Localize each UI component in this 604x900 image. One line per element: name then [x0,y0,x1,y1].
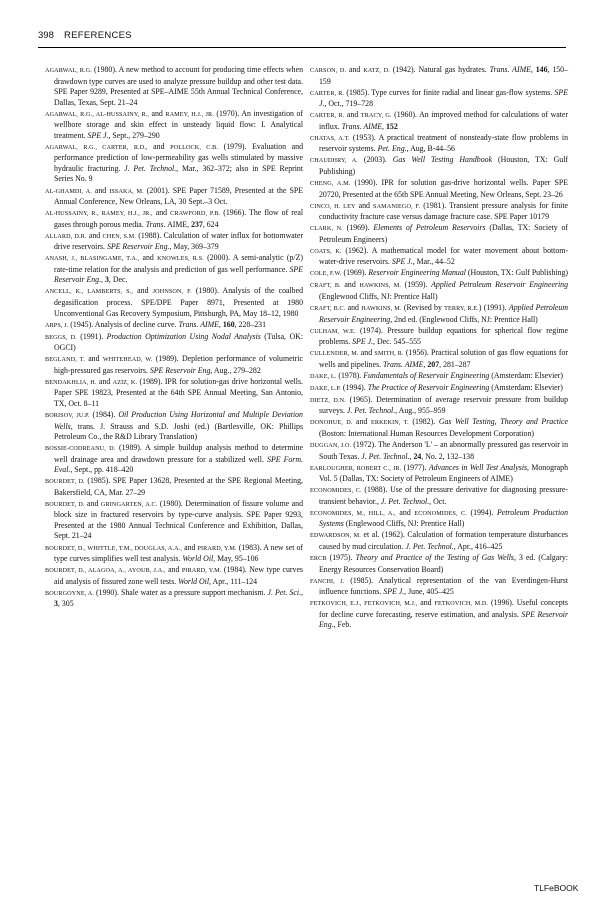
reference-text: Sept., pp. 418–420 [72,465,134,475]
reference-author: AGARWAL, R.G., AL-HUSSAINY, R., [45,110,149,118]
reference-entry [310,576,568,598]
reference-text: (1959). [401,280,432,290]
reference-author: ECONOMIDES, M., HILL, A., [310,509,396,517]
reference-volume: 152 [386,121,398,131]
reference-volume: 160 [222,319,235,329]
reference-text: (1953). A practical treatment of nonsteady-state flow problems in reservoir systems. [319,132,568,154]
reference-entry [310,201,568,223]
reference-text: Aug., 279–282 [212,365,261,375]
reference-title-italic: Elements of Petroleum Reservoirs [373,223,486,233]
reference-text: (1980). Analysis of the coalbed degasification process. SPE/DPE Paper 8971, Presented at 1980 Unconventional Gas Recovery Symposium, Pittsburgh, PA, May 18–12, 1980 [54,286,304,318]
reference-text: (1969). [341,268,369,278]
reference-author: COATS, K. [310,247,342,255]
reference-title-italic: Production Optimization Using Nodal Analysis [106,331,261,341]
reference-text: , No. 2, 132–138 [421,451,475,461]
reference-author: JOHNSON, F. [152,288,192,296]
reference-text: , 624 [202,219,219,229]
reference-text: ) (1991). [478,302,509,312]
reference-author: CULHAM, W.E. [310,327,356,335]
reference-text: 3 ed. (Calgary: Energy Resources Conservation Board) [319,553,568,574]
reference-title-italic: Gas Well Testing Handbook [392,155,493,165]
reference-entry [45,208,303,230]
reference-text: (1994). [466,507,497,517]
reference-title-italic: Applied Petroleum Reservoir Engineering, [319,302,568,324]
reference-text: (1994). [340,382,368,392]
reference-text: (1960). An improved method for calculations of water influx. [319,110,569,131]
reference-text: (Boston: International Human Resources Development Corporation) [319,429,534,438]
reference-author: GRINGARTEN, A.C. [100,500,158,508]
reference-title-italic: The Practice of Reservoir Engineering [367,382,490,392]
reference-text: (Houston, TX: Gulf Publishing) [319,155,569,176]
reference-title-italic: Gas Well Testing, Theory and Practice [438,417,568,427]
reference-title-italic: Trans. AIME, [383,359,426,369]
reference-entry [310,530,568,552]
reference-title-italic: SPE Reservoir Eng., [319,609,568,630]
reference-title-italic: J. Pet. Technol., [346,406,398,416]
reference-author: POLLOCK, C.B. [170,143,219,151]
reference-entry [310,268,568,280]
reference-text: and [96,376,113,386]
reference-text: (1962). A mathematical model for water movement about bottom-water-drive reservoirs. [319,245,568,267]
reference-author: CARSON, D. [310,67,347,74]
reference-text: (Amsterdam: Elsevier) [489,370,563,380]
reference-text: and [344,110,361,120]
reference-author: BEGGS, D. [45,333,77,341]
reference-text: (1983). A new set of type curves simplifies well test analysis. [54,542,303,564]
reference-author: AGARWAL, R.G. [45,67,92,74]
reference-author: CHAUDHRY, A. [310,157,358,165]
reference-text: (2000). A semi-analytic (p/Z) rate-time relation for the analysis and prediction of gas well performance. [54,253,304,274]
reference-entry [45,332,303,354]
reference-text: and [165,565,182,575]
reference-author: BOURDET, D., ALAGOA, A., AYOUB, J.A., [45,567,166,575]
reference-entry [45,109,303,142]
reference-entry [45,286,303,319]
reference-title-italic: SPE J., [319,87,568,109]
reference-title-italic: J. Pet. Technol., [405,541,456,551]
reference-text: (1988). Use of the pressure derivative for diagnosing pressure-transient behavior., [319,485,568,506]
reference-text: (1975). [326,553,356,563]
reference-text: and [152,208,171,218]
reference-text: (1979). Evaluation and performance prediction of low-permeability gas wells stimulated by massive hydraulic fracturing. [54,141,303,173]
reference-text: and [84,498,101,508]
reference-entry [310,508,568,530]
reference-author: SAMANIEGO, F. [373,202,421,210]
reference-text: and [346,65,364,74]
reference-text: (1974). Pressure buildup equations for spherical flow regime problems. [319,325,568,347]
reference-entry [45,588,303,610]
reference-title-italic: Reservoir Engineering Manual [368,268,466,278]
reference-title-italic: J. Pet. Technol., [361,451,412,461]
reference-author: ECONOMIDES, C. [414,509,467,517]
running-title: REFERENCES [64,30,132,41]
reference-author: TERRY, R.E. [444,304,479,312]
reference-author: CLARK, N. [310,225,343,233]
reference-entry [310,371,568,383]
reference-text: May, 369–379 [171,242,219,252]
reference-text: (Tulsa, OK: OGCI) [54,331,303,353]
reference-text: (1985). Analytical representation of the van Everdingen-Hurst influence functions. [319,575,568,597]
reference-text: 2nd ed. (Englewood Cliffs, NJ: Prentice Hall) [392,314,538,324]
reference-text: (Revised by [401,302,445,312]
reference-text: Feb. [335,620,352,630]
reference-text: (1969). [342,223,374,233]
reference-author: DAKE, L.P. [310,384,341,392]
reference-entry [45,354,303,376]
reference-text: et al. (1962). Calculation of formation temperature disturbances caused by mud circulation. [319,530,568,551]
reference-entry [310,326,568,348]
reference-text: (1965). Determination of average reservoir pressure from buildup surveys. [319,394,568,416]
reference-entry [310,383,568,395]
reference-entry [310,155,568,177]
reference-author: ANCELL, K., LAMBERTS, S., [45,288,133,296]
reference-text: , 305 [57,599,74,609]
reference-title-italic: SPE J., [391,257,415,267]
reference-author: FETKOVICH, E.J., FETKOVICH, M.J., [310,600,418,608]
reference-author: CRAFT, B. [310,282,341,290]
reference-entry [310,598,568,631]
reference-entry [45,499,303,542]
reference-text: and [139,253,158,263]
page-number: 398 [38,30,54,41]
reference-text: June, 405–425 [406,587,454,597]
reference-title-italic: SPE J., [383,587,407,597]
reference-title-italic: SPE Reservoir Eng, [149,365,213,375]
reference-author: HAWKINS, M. [361,304,402,312]
reference-author: ECONOMIDES, C. [310,487,362,495]
reference-text: trans. J. Strauss and S.D. Joshi (ed.) (Bartlesville, OK: Phillips Petroleum Co., the R&D Library Translation) [54,421,303,442]
reference-entry [310,440,568,462]
reference-text: Oct., 719–728 [326,99,374,109]
reference-text: and [395,507,415,517]
reference-author: DONOHUE, D. [310,419,353,427]
reference-text: and [417,598,435,608]
reference-author: COLE, F.W. [310,270,342,278]
reference-text: (Englewood Cliffs, NJ: Prentice Hall) [319,291,438,301]
reference-text: Oct. [431,496,447,506]
reference-author: CARTER, R. [310,112,345,120]
reference-author: ANASH, J., BLASINGAME, T.A., [45,255,140,263]
reference-text: (Dallas, TX: Society of Petroleum Engineers) [319,223,569,244]
reference-author: BOURDET, D. [45,500,85,508]
reference-text: Monograph Vol. 5 (Dallas, TX: Society of Petroleum Engineers of AIME) [319,462,569,484]
reference-entry [310,348,568,370]
reference-text: and [149,108,166,118]
reference-author: ARPS, J. [45,321,69,329]
reference-text: (1985). SPE Paper 13628, Presented at the SPE Regional Meeting, Bakersfield, CA, Mar. 27–29 [54,476,303,497]
reference-author: CARTER, R. [310,89,345,97]
reference-author: RAMEY, H.J., JR. [165,110,214,118]
reference-title-italic: Petroleum Production Systems [319,507,569,529]
reference-text: (1982). [408,417,439,427]
reference-entry [45,565,303,587]
reference-text: and [84,354,103,364]
reference-text: (1942). Natural gas hydrates. [389,65,490,74]
reference-text: and [340,280,360,290]
reference-author: DIETZ, D.N. [310,396,346,404]
reference-author: BORISOV, JU.P. [45,411,90,419]
reference-title-italic: SPE J., [87,130,111,140]
reference-text: Sept., 279–290 [110,130,160,140]
reference-author: CINCO, H. LEY [310,202,356,210]
reference-text: (1945). Analysis of decline curve. [68,319,179,329]
reference-entry [310,553,568,575]
reference-title-italic: Applied Petroleum Reservoir Engineering [431,280,569,290]
reference-title-italic: Advances in Well Test Analysis, [428,462,530,472]
reference-text: and [355,200,374,210]
reference-text: (2003). [357,155,393,165]
reference-entry [310,223,568,245]
reference-entry [45,476,303,498]
header-rule [38,47,566,48]
reference-text: and [86,230,103,240]
reference-entry [310,178,568,200]
reference-author: BOURDET, D., WHITTLE, T.M., DOUGLAS, A.A., [45,544,182,552]
reference-author: ISSAKA, M. [109,187,144,195]
reference-text: Apr., 416–425 [455,541,503,551]
reference-text: (1996). Useful concepts for decline curve forecasting, reserve estimation, and analysis. [319,598,568,619]
reference-title-italic: World Oil, [178,576,212,586]
reference-text: AIME, [165,219,192,229]
reference-volume: 237 [191,219,203,229]
reference-author: AL-HUSSAINY, R., RAMEY, H.J., JR., [45,210,153,218]
reference-author: SMITH, R. [374,350,404,358]
reference-author: CRAWFORD, P.B. [170,210,221,218]
reference-author: CHENG, A.M. [310,179,351,187]
reference-author: PIRARD, Y.M. [181,567,222,575]
reference-text: and [358,348,375,358]
reference-entry [310,395,568,417]
reference-author: KATZ, D. [363,67,390,74]
reference-entry [45,410,303,443]
reference-text: (1978). [336,370,364,380]
reference-entry [45,142,303,185]
reference-title-italic: Oil Production Using Horizontal and Multiple Deviation Wells, [54,409,303,431]
reference-entry [45,443,303,476]
reference-author: DUGGAN, J.O. [310,442,352,450]
reference-entry [310,280,568,302]
reference-text: (1956). Practical solution of gas flow equations for wells and pipelines. [319,348,568,369]
reference-entry [310,417,568,439]
reference-text: Aug, B-44–56 [408,144,455,154]
reference-text: and [352,417,371,427]
reference-author: CHATAS, A.T. [310,134,350,142]
page-header [38,30,566,44]
reference-title-italic: J. Pet. Technol., [124,163,179,173]
reference-author: BOURDET, D. [45,478,85,486]
reference-author: AL-GHAMDI, A. [45,187,92,195]
reference-entry [45,320,303,332]
references-right-column [310,65,568,631]
reference-author: CHEN, S.M. [102,232,136,240]
reference-title-italic: World Oil, [182,554,216,564]
reference-author: BOURGOYNE, A. [45,589,94,597]
reference-text: (1981). Transient pressure analysis for finite conductivity fracture case versus damage fracture case. SPE Paper 10179 [319,200,568,222]
references-left-column [45,65,303,610]
reference-text: and [91,185,110,195]
reference-text: , 228–231 [234,319,267,329]
reference-author: EARLOUGHER, ROBERT C., JR. [310,464,402,472]
reference-volume: 146 [535,65,548,74]
reference-text: (1972). The Anderson 'L' – an abnormally pressured gas reservoir in South Texas. [319,440,569,461]
reference-author: FETKOVICH, M.D. [434,600,489,608]
reference-text: (1989). A simple buildup analysis method to determine well drainage area and drawdown pressure for a stabilized well. [54,443,304,464]
reference-author: AZIZ, K. [112,378,138,386]
reference-author: FANCHI, J. [310,577,345,585]
reference-text: (1980). Determination of fissure volume and block size in fractured reservoirs by type-curve analysis. SPE Paper 9293, Presented at the 1980 Annual Technical Conference and Exhibition, Dallas, Sept. 21–24 [54,498,304,541]
reference-text: and [133,286,153,296]
reference-author: EDWARDSON, M. [310,532,361,540]
reference-text: (1989). Depletion performance of volumetric high-pressured gas reservoirs. [54,354,304,375]
reference-author: BOSSIE-CODREANU, D. [45,445,116,453]
reference-author: AGARWAL, R.G., CARTER, R.D., [45,143,148,151]
reference-text: (1985). Type curves for finite radial and linear gas-flow systems. [344,87,555,97]
reference-title-italic: SPE Form. Eval., [54,454,303,475]
reference-volume: 3 [54,599,58,609]
reference-entry [310,88,568,110]
reference-author: WHITEHEAD, W. [102,356,153,364]
reference-volume: 207 [427,359,440,369]
reference-text: (1988). Calculation of water influx for bottomwater drive reservoirs. [54,230,303,252]
reference-text: (1991). [76,331,107,341]
reference-text: Mar., 362–372; also in SPE Reprint Series No. 9 [54,163,304,184]
reference-entry [45,253,303,286]
reference-entry [310,133,568,155]
reference-author: DAKE, L. [310,372,337,380]
reference-title-italic: J. Pet. Sci., [267,587,303,597]
reference-title-italic: SPE J., [352,337,375,347]
reference-text: (1966). The flow of real gases through porous media. [54,208,304,229]
reference-title-italic: SPE Reservoir Eng., [106,242,172,252]
reference-author: CULLENDER, M. [310,350,359,358]
reference-author: TRACY, G. [360,112,392,120]
reference-title-italic: J. Pet. Technol., [380,496,432,506]
reference-author: BENDAKHLIA, H. [45,378,97,386]
reference-volume: 24 [413,451,422,461]
reference-entry [310,110,568,132]
reference-volume: 3 [104,275,109,285]
reference-text: (Amsterdam: Elsevier) [489,382,563,392]
reference-text: (Houston, TX: Gulf Publishing) [465,268,568,278]
reference-author: HAWKINS, M. [359,282,401,290]
reference-author: ALLARD, D.R. [45,232,87,240]
reference-author: CRAFT, B.C. [310,304,346,312]
reference-author: PIRARD, Y.M. [197,544,237,552]
reference-text: (1984). New type curves aid analysis of fissured zone well tests. [54,565,303,586]
reference-text: and [147,141,171,151]
reference-author: ERCB [310,555,327,563]
reference-entry [45,231,303,253]
reference-entry [310,463,568,485]
reference-text: (1990). IPR for solution gas-drive horizontal wells. Paper SPE 20720, Presented at the 65th SPE Annual Meeting, New Orleans, Sept. 23–26 [319,177,568,199]
reference-title-italic: Trans. AIME, [178,319,221,329]
reference-entry [310,303,568,325]
reference-text: Apr., 111–124 [211,576,258,586]
reference-text: and [345,302,362,312]
reference-text: May, 95–106 [215,554,259,564]
reference-entry [310,65,568,87]
reference-text: (1970). An investigation of wellbore storage and skin effect in unsteady liquid flow: I. Analytical treatment. [54,108,303,140]
reference-author: ERKEKIN, T. [370,419,409,427]
reference-text: (1989). IPR for solution-gas drive horizontal wells. Paper SPE 19823, Presented at the 64th SPE Annual Meeting, San Antonio, TX, Oct. 8–11 [54,376,303,408]
reference-text: Dec. 545–555 [375,337,421,347]
reference-text: (Englewood Cliffs, NJ: Prentice Hall) [343,519,465,529]
reference-entry [45,543,303,565]
reference-title-italic: Trans. AIME, [489,65,533,74]
reference-entry [310,485,568,507]
reference-text: and [182,542,198,552]
reference-title-italic: Trans. AIME, [341,121,385,131]
reference-title-italic: SPE Reservoir Eng., [54,264,303,285]
reference-title-italic: Pet. Eng., [377,144,409,154]
reference-author: KNOWLES, R.S. [157,255,204,263]
reference-title-italic: Fundamentals of Reservoir Engineering [363,370,490,380]
reference-text: (1980). A new method to account for producing time effects when drawdown type curves are used to analyze pressure buildup and other test data. SPE Paper 9289, Presented at SPE–AIME 55th Annual Technical Conference, Dallas, Texas, Sept. 21–24 [54,65,303,107]
reference-text: (1990). Shale water as a pressure support mechanism. [94,587,268,597]
reference-text: Mar., 44–52 [414,257,455,267]
reference-text: (1977). [401,462,429,472]
reference-entry [45,65,303,108]
reference-entry [45,186,303,208]
reference-title-italic: Trans. [145,219,166,229]
reference-text: , 150–159 [319,65,569,86]
reference-text: Aug., 955–959 [397,406,446,416]
reference-author: BEGLAND, T. [45,356,85,364]
footer-watermark: TLFeBOOK [534,883,579,893]
reference-title-italic: Theory and Practice of the Testing of Gas Wells, [355,553,516,563]
reference-text: (1984). [89,409,119,419]
reference-entry [310,246,568,268]
reference-text: , 281–287 [439,359,471,369]
reference-text: (2001). SPE Paper 71589, Presented at the SPE Annual Conference, New Orleans, LA, 30 Sept.–3 Oct. [54,185,303,207]
reference-text: , Dec. [108,275,128,285]
reference-entry [45,377,303,410]
